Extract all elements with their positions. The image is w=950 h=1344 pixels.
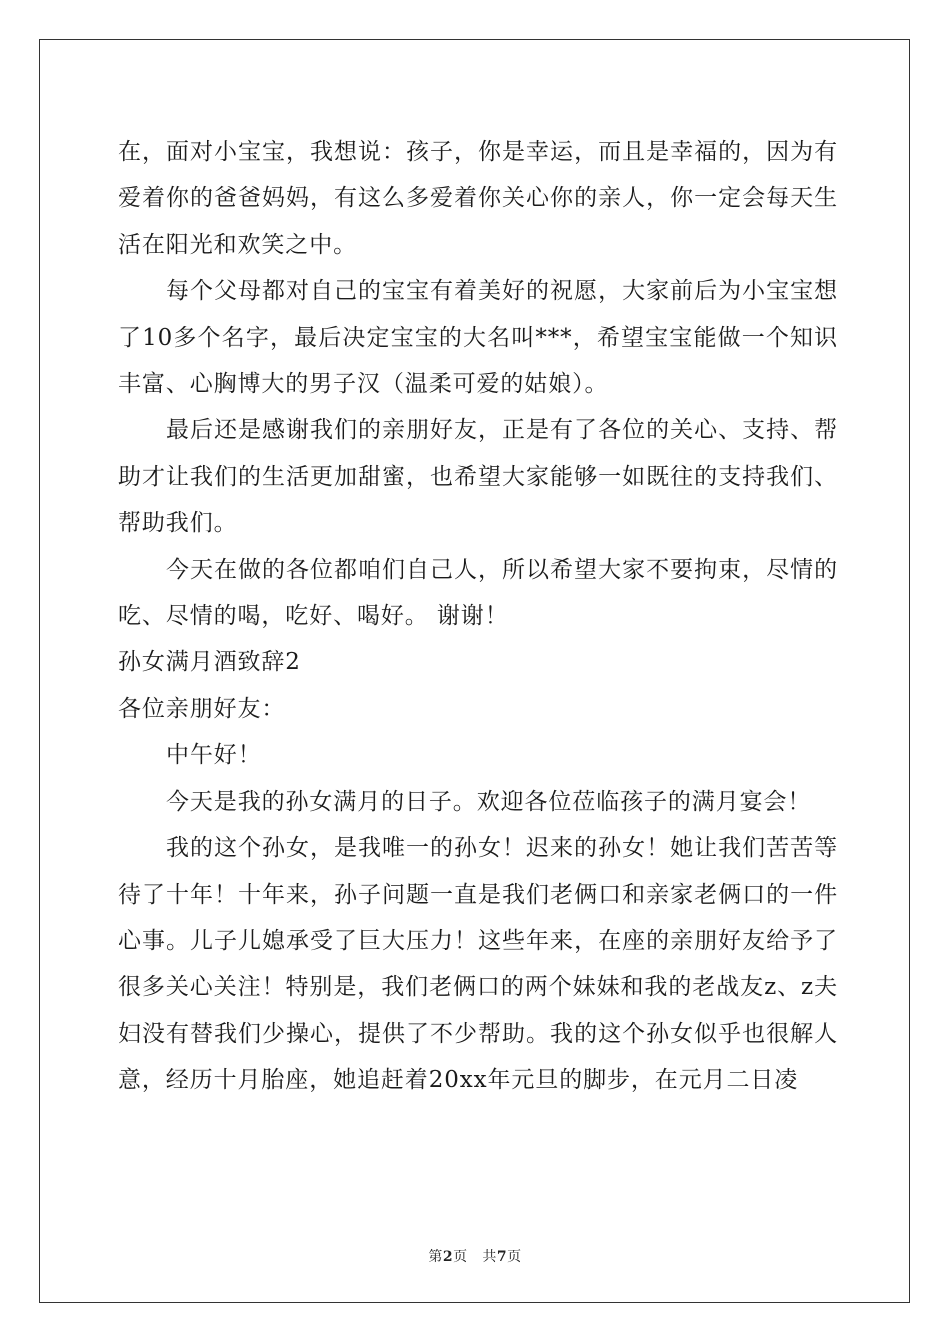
total-pages: 7 <box>496 1249 508 1265</box>
document-body <box>118 129 838 1104</box>
page-footer <box>0 1246 950 1266</box>
paragraph-4: 今天在做的各位都咱们自己人，所以希望大家不要拘束，尽情的吃、尽情的喝，吃好、喝好。 谢谢！ <box>118 556 838 630</box>
paragraph-2: 每个父母都对自己的宝宝有着美好的祝愿，大家前后为小宝宝想了10多个名字，最后决定宝宝的大名叫***，希望宝宝能做一个知识丰富、心胸博大的男子汉（温柔可爱的姑娘）。 <box>118 278 838 398</box>
paragraph-granddaughter: 我的这个孙女，是我唯一的孙女！迟来的孙女！她让我们苦苦等待了十年！十年来，孙子问题一直是我们老俩口和亲家老俩口的一件心事。儿子儿媳承受了巨大压力！这些年来，在座的亲朋好友给予了很多关心关注！特别是，我们老俩口的两个妹妹和我的老战友z、z夫妇没有替我们少操心，提供了不少帮助。我的这个孙女似乎也很解人意，经历十月胎座，她追赶着20xx年元旦的脚步，在元月二日凌 <box>118 835 838 1094</box>
page-number: 2 <box>442 1249 454 1265</box>
paragraph-1: 在，面对小宝宝，我想说：孩子，你是幸运，而且是幸福的，因为有爱着你的爸爸妈妈，有这么多爱着你关心你的亲人，你一定会每天生活在阳光和欢笑之中。 <box>118 139 838 258</box>
total-prefix: 共 <box>482 1249 497 1265</box>
paragraph-3: 最后还是感谢我们的亲朋好友，正是有了各位的关心、支持、帮助才让我们的生活更加甜蜜，也希望大家能够一如既往的支持我们、帮助我们。 <box>118 417 838 537</box>
greeting: 中午好！ <box>166 742 262 769</box>
salutation: 各位亲朋好友： <box>118 695 286 722</box>
page-prefix: 第 <box>428 1249 443 1265</box>
total-suffix: 页 <box>507 1249 522 1265</box>
section-title: 孙女满月酒致辞2 <box>118 649 301 676</box>
paragraph-welcome: 今天是我的孙女满月的日子。欢迎各位莅临孩子的满月宴会！ <box>166 788 812 815</box>
page-suffix: 页 <box>453 1249 468 1265</box>
